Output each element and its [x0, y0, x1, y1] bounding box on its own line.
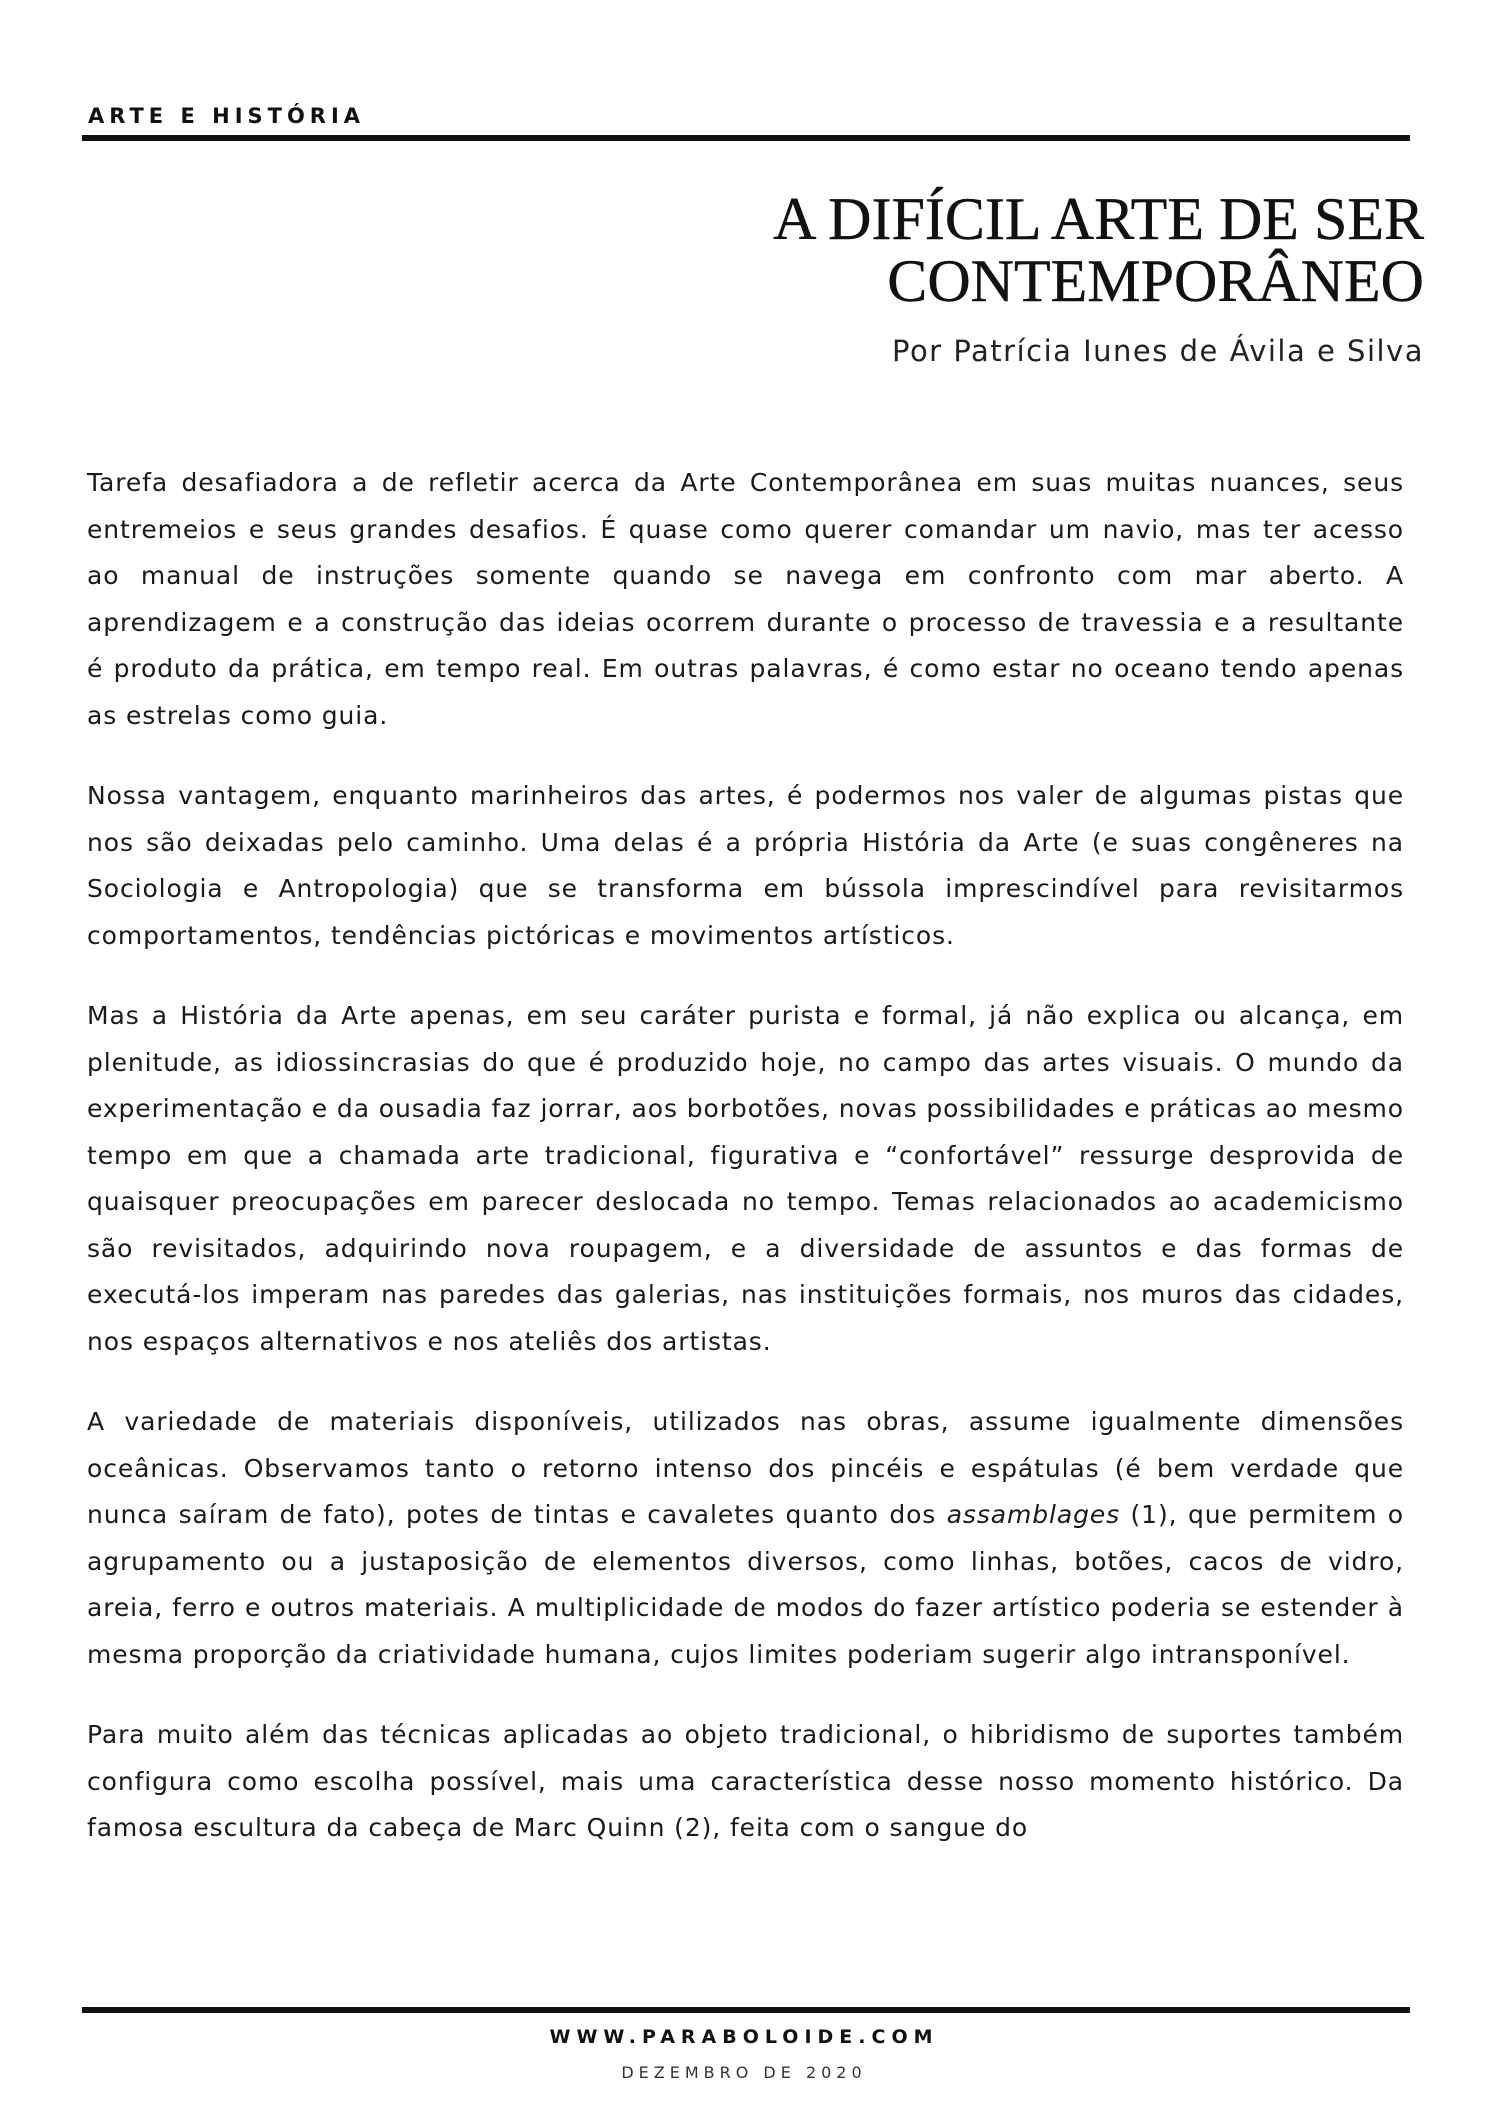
article-body: [87, 460, 1404, 1852]
paragraph-4: [87, 1399, 1404, 1678]
article-title: [664, 188, 1424, 312]
section-label: ARTE E HISTÓRIA: [88, 104, 366, 128]
paragraph-2: Nossa vantagem, enquanto marinheiros das artes, é podermos nos valer de algumas pistas que nos são deixadas pelo caminho. Uma delas é a própria História da Arte (e suas congêneres na Sociologia e Antropologia) que se transforma em bússola imprescindível para revisitarmos comportamentos, tendências pictóricas e movimentos artísticos.: [87, 781, 1404, 950]
footer-divider: [82, 2007, 1410, 2013]
article-byline: Por Patrícia Iunes de Ávila e Silva: [891, 334, 1424, 368]
article-title-line-1: A DIFÍCIL ARTE DE SER: [773, 186, 1424, 252]
paragraph-1: Tarefa desafiadora a de refletir acerca da Arte Contemporânea em suas muitas nuances, seus entremeios e seus grandes desafios. É quase como querer comandar um navio, mas ter acesso ao manual de instruções somente quando se navega em confronto com mar aberto. A aprendizagem e a construção das ideias ocorrem durante o processo de travessia e a resultante é produto da prática, em tempo real. Em outras palavras, é como estar no oceano tendo apenas as estrelas como guia.: [87, 468, 1404, 730]
paragraph-5: Para muito além das técnicas aplicadas ao objeto tradicional, o hibridismo de suportes também configura como escolha possível, mais uma característica desse nosso momento histórico. Da famosa escultura da cabeça de Marc Quinn (2), feita com o sangue do: [87, 1720, 1404, 1842]
paragraph-4-italic-term: assamblages: [946, 1500, 1121, 1529]
paragraph-4-text-start: A variedade de materiais disponíveis, utilizados nas obras, assume igualmente dimensões oceânicas. Observamos tanto o retorno intenso dos pincéis e espátulas (é bem verdade que nunca saíram de fato), potes de tintas e cavaletes quanto dos: [87, 1407, 1404, 1529]
article-title-line-2: CONTEMPORÂNEO: [887, 248, 1424, 314]
footer-website: WWW.PARABOLOIDE.COM: [549, 2026, 939, 2048]
header-divider: [82, 135, 1410, 141]
footer-date: DEZEMBRO DE 2020: [621, 2063, 867, 2082]
paragraph-4-text-end: (1), que permitem o agrupamento ou a justaposição de elementos diversos, como linhas, botões, cacos de vidro, areia, ferro e outros materiais. A multiplicidade de modos do fazer artístico poderia se estender à mesma proporção da criatividade humana, cujos limites poderiam sugerir algo intransponível.: [87, 1500, 1404, 1669]
paragraph-3: Mas a História da Arte apenas, em seu caráter purista e formal, já não explica ou alcança, em plenitude, as idiossincrasias do que é produzido hoje, no campo das artes visuais. O mundo da experimentação e da ousadia faz jorrar, aos borbotões, novas possibilidades e práticas ao mesmo tempo em que a chamada arte tradicional, figurativa e “confortável” ressurge desprovida de quaisquer preocupações em parecer deslocada no tempo. Temas relacionados ao academicismo são revisitados, adquirindo nova roupagem, e a diversidade de assuntos e das formas de executá-los imperam nas paredes das galerias, nas instituições formais, nos muros das cidades, nos espaços alternativos e nos ateliês dos artistas.: [87, 1001, 1404, 1356]
